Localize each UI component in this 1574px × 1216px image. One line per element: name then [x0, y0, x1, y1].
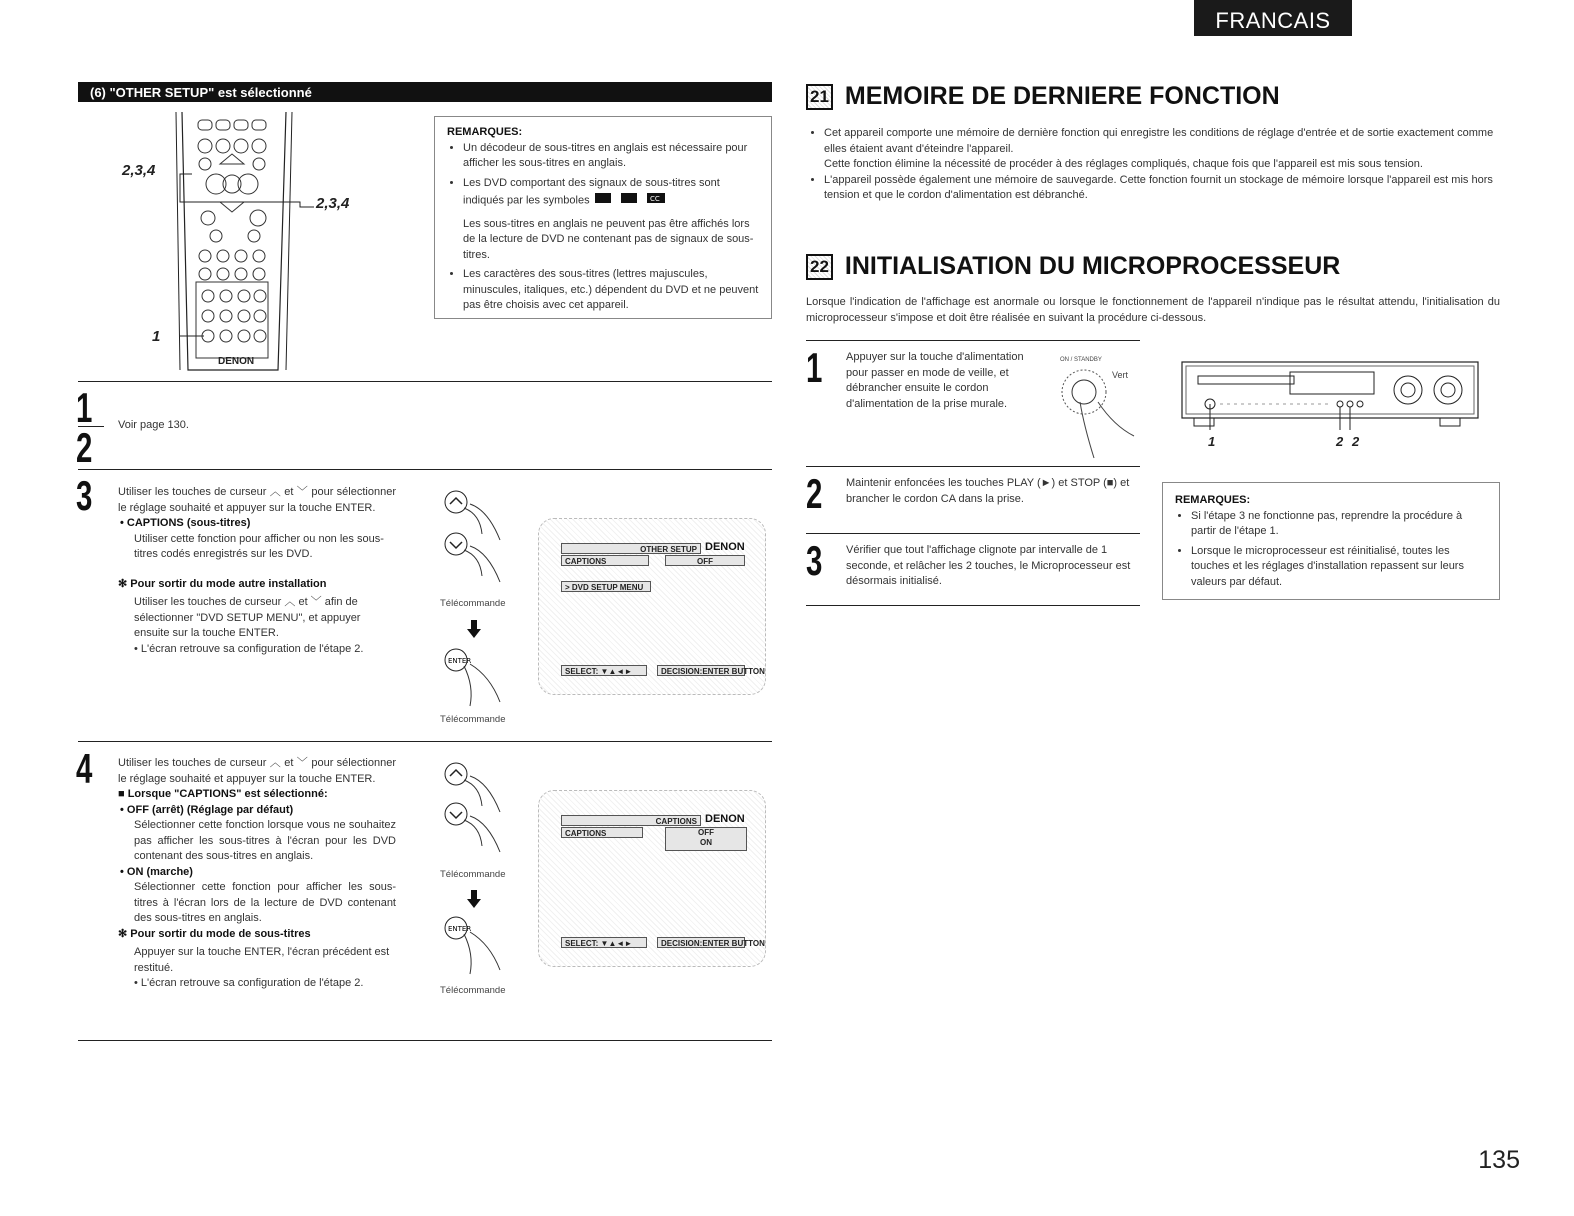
step4-intro: Utiliser les touches de curseur ︿ et ﹀ pour sélectionner le réglage souhaité et appuyer sur la touche ENTER. — [118, 757, 396, 785]
step3-exit-text: Utiliser les touches de curseur ︿ et ﹀ afin de sélectionner "DVD SETUP MENU", et appuyer ensuite sur la touche ENTER. — [134, 596, 361, 639]
osd-brand: DENON — [705, 541, 745, 553]
remarques-box-left — [434, 116, 772, 319]
hand-press-down-icon — [440, 530, 510, 595]
step3-option-text: Utiliser cette fonction pour afficher ou non les sous-titres codés enregistrés sur les DVD. — [134, 532, 384, 560]
osd-row-label: CAPTIONS — [561, 827, 643, 838]
osd-decision-hint: DECISION:ENTER BUTTON — [657, 665, 745, 676]
standby-label: ON / STANDBY — [1060, 357, 1102, 363]
step4-exit-text: Appuyer sur la touche ENTER, l'écran précédent est restitué. — [134, 946, 390, 974]
remote-brand: DENON — [218, 356, 255, 367]
remarque-item: • Si l'étape 3 ne fonctionne pas, reprendre la procédure à partir de l'étape 1. — [1191, 509, 1487, 540]
init-step-text: Appuyer sur la touche d'alimentation pour passer en mode de veille, et débrancher ensuite le cordon d'alimentation de la prise murale. — [846, 351, 1024, 410]
device-label: 2 — [1352, 434, 1360, 449]
osd-row-label: CAPTIONS — [561, 555, 649, 566]
step-number-1: 1 — [76, 384, 93, 431]
remote-caption: Télécommande — [440, 985, 506, 996]
osd-select-hint: SELECT: ▼▲◄► — [561, 665, 647, 676]
device-label: 1 — [1208, 434, 1216, 449]
arrow-down-icon — [467, 620, 481, 643]
step3-exit-title: ✻ Pour sortir du mode autre installation — [118, 577, 327, 590]
init-step-number: 3 — [806, 537, 823, 584]
osd-header: OTHER SETUP — [561, 543, 701, 554]
step4-case-title: ■ Lorsque "CAPTIONS" est sélectionné: — [118, 788, 328, 800]
step4-on-text: Sélectionner cette fonction pour afficher les sous-titres à l'écran lors de la lecture de DVD contenant des sous-titres en anglais. — [134, 881, 396, 924]
step-number-2: 2 — [76, 424, 93, 471]
osd-header: CAPTIONS — [561, 815, 701, 826]
osd-option-off: OFF — [698, 828, 714, 837]
remote-label-left: 2,3,4 — [122, 162, 156, 179]
remote-illustration — [122, 112, 380, 374]
remote-caption: Télécommande — [440, 714, 506, 725]
remarque-item: • Les DVD comportant des signaux de sous-titres sont indiqués par les symboles CC Les sous-titres en anglais ne peuvent pas être affichés lors de la lecture de DVD ne contenant pas de signaux de sous-titres. — [463, 176, 759, 264]
init-step-text: Maintenir enfoncées les touches PLAY (►) et STOP (■) et brancher le cordon CA dans la prise. — [846, 477, 1130, 505]
osd-brand: DENON — [705, 813, 745, 825]
remarques-list — [1175, 509, 1487, 591]
remarques-title: REMARQUES: — [447, 126, 523, 138]
svg-text:ENTER: ENTER — [448, 657, 472, 665]
init-step-number: 1 — [806, 344, 823, 391]
section-22-intro: Lorsque l'indication de l'affichage est anormale ou lorsque le fonctionnement de l'appareil n'indique pas le résultat attendu, l'initialisation du microprocesseur s'impose et doit être réalisée en suivant la procédure ci-dessous. — [806, 296, 1500, 324]
init-step-text: Vérifier que tout l'affichage clignote par intervalle de 1 seconde, et relâcher les 2 touches, le Microprocesseur est désormais initialisé. — [846, 544, 1131, 587]
step4-off-text: Sélectionner cette fonction lorsque vous ne souhaitez pas afficher les sous-titres à l'écran pour les DVD contenant des sous-titres en anglais. — [134, 819, 396, 862]
section-22-number: 22 — [806, 254, 833, 280]
init-step-number: 2 — [806, 470, 823, 517]
hand-press-down-icon — [440, 800, 510, 865]
osd-row-value: OFF — [665, 555, 745, 566]
hand-press-enter-icon — [440, 646, 510, 715]
osd-menu-item: > DVD SETUP MENU — [561, 581, 651, 592]
remote-caption: Télécommande — [440, 869, 506, 880]
caption-symbol-icons — [593, 191, 671, 211]
step4-on-title: • ON (marche) — [120, 865, 193, 878]
remarques-title: REMARQUES: — [1175, 494, 1251, 506]
step3-intro: Utiliser les touches de curseur ︿ et ﹀ pour sélectionner le réglage souhaité et appuyer sur la touche ENTER. — [118, 486, 396, 514]
section-21-item: • Cet appareil comporte une mémoire de dernière fonction qui enregistre les conditions de réglage d'entrée et de sortie exactement comme elles étaient avant d'éteindre l'appareil. Cette fonction élimine la nécessité de procéder à des réglages compliqués, chaque fois que l'appareil est mis sous tension. — [824, 126, 1500, 173]
section-21-list — [808, 126, 1500, 204]
section-22-title: 22 INITIALISATION DU MICROPROCESSEUR — [806, 252, 1340, 281]
step4-exit-note: • L'écran retrouve sa configuration de l'étape 2. — [134, 977, 364, 989]
remote-control-icon — [150, 112, 380, 374]
subheader-bar: (6) "OTHER SETUP" est sélectionné — [78, 82, 772, 102]
remarques-list — [447, 141, 759, 314]
step3-option-title: • CAPTIONS (sous-titres) — [120, 517, 251, 529]
osd-screen-step4 — [538, 790, 766, 967]
remarque-item: • Lorsque le microprocesseur est réinitialisé, toutes les touches et les réglages d'installation repassent sur leurs valeurs par défaut. — [1191, 544, 1487, 591]
remote-label-bottom: 1 — [152, 328, 161, 345]
remote-label-right: 2,3,4 — [316, 195, 350, 212]
svg-text:CC: CC — [649, 195, 660, 203]
remote-caption: Télécommande — [440, 598, 506, 609]
power-button-hand-icon — [1054, 366, 1144, 465]
language-tab: FRANCAIS — [1194, 0, 1352, 36]
section-21-title: 21 MEMOIRE DE DERNIERE FONCTION — [806, 82, 1280, 111]
step3-exit-note: • L'écran retrouve sa configuration de l'étape 2. — [134, 642, 364, 655]
section-21-item: • L'appareil possède également une mémoire de sauvegarde. Cette fonction fournit un stockage de mémoire lorsque l'appareil est mis hors tension et que le cordon d'alimentation est débranché. — [824, 173, 1500, 204]
remarque-item: • Les caractères des sous-titres (lettres majuscules, minuscules, italiques, etc.) dépendent du DVD et ne peuvent pas être choisis avec cet appareil. — [463, 267, 759, 314]
svg-text:ENTER: ENTER — [448, 925, 472, 933]
osd-select-hint: SELECT: ▼▲◄► — [561, 937, 647, 948]
arrow-down-icon — [467, 890, 481, 913]
device-label: 2 — [1336, 434, 1344, 449]
remarques-box-right — [1162, 482, 1500, 600]
step4-exit-title: ✻ Pour sortir du mode de sous-titres — [118, 927, 311, 940]
remarque-item: • Un décodeur de sous-titres en anglais est nécessaire pour afficher les sous-titres en anglais. — [463, 141, 759, 172]
device-front-panel-icon — [1180, 360, 1480, 437]
osd-option-on: ON — [700, 838, 712, 847]
hand-press-enter-icon — [440, 914, 510, 983]
step-number-3: 3 — [76, 472, 93, 519]
osd-screen-step3 — [538, 518, 766, 695]
step-number-4: 4 — [76, 745, 93, 792]
vert-label: Vert — [1112, 370, 1129, 380]
osd-decision-hint: DECISION:ENTER BUTTON — [657, 937, 745, 948]
step4-off-title: • OFF (arrêt) (Réglage par défaut) — [120, 803, 294, 816]
section-21-number: 21 — [806, 84, 833, 110]
step12-text: Voir page 130. — [118, 419, 189, 431]
page-number: 135 — [1478, 1146, 1520, 1174]
remarque-continuation: Les sous-titres en anglais ne peuvent pas être affichés lors de la lecture de DVD ne contenant pas de signaux de sous-titres. — [463, 217, 754, 261]
osd-option-list — [665, 827, 747, 851]
